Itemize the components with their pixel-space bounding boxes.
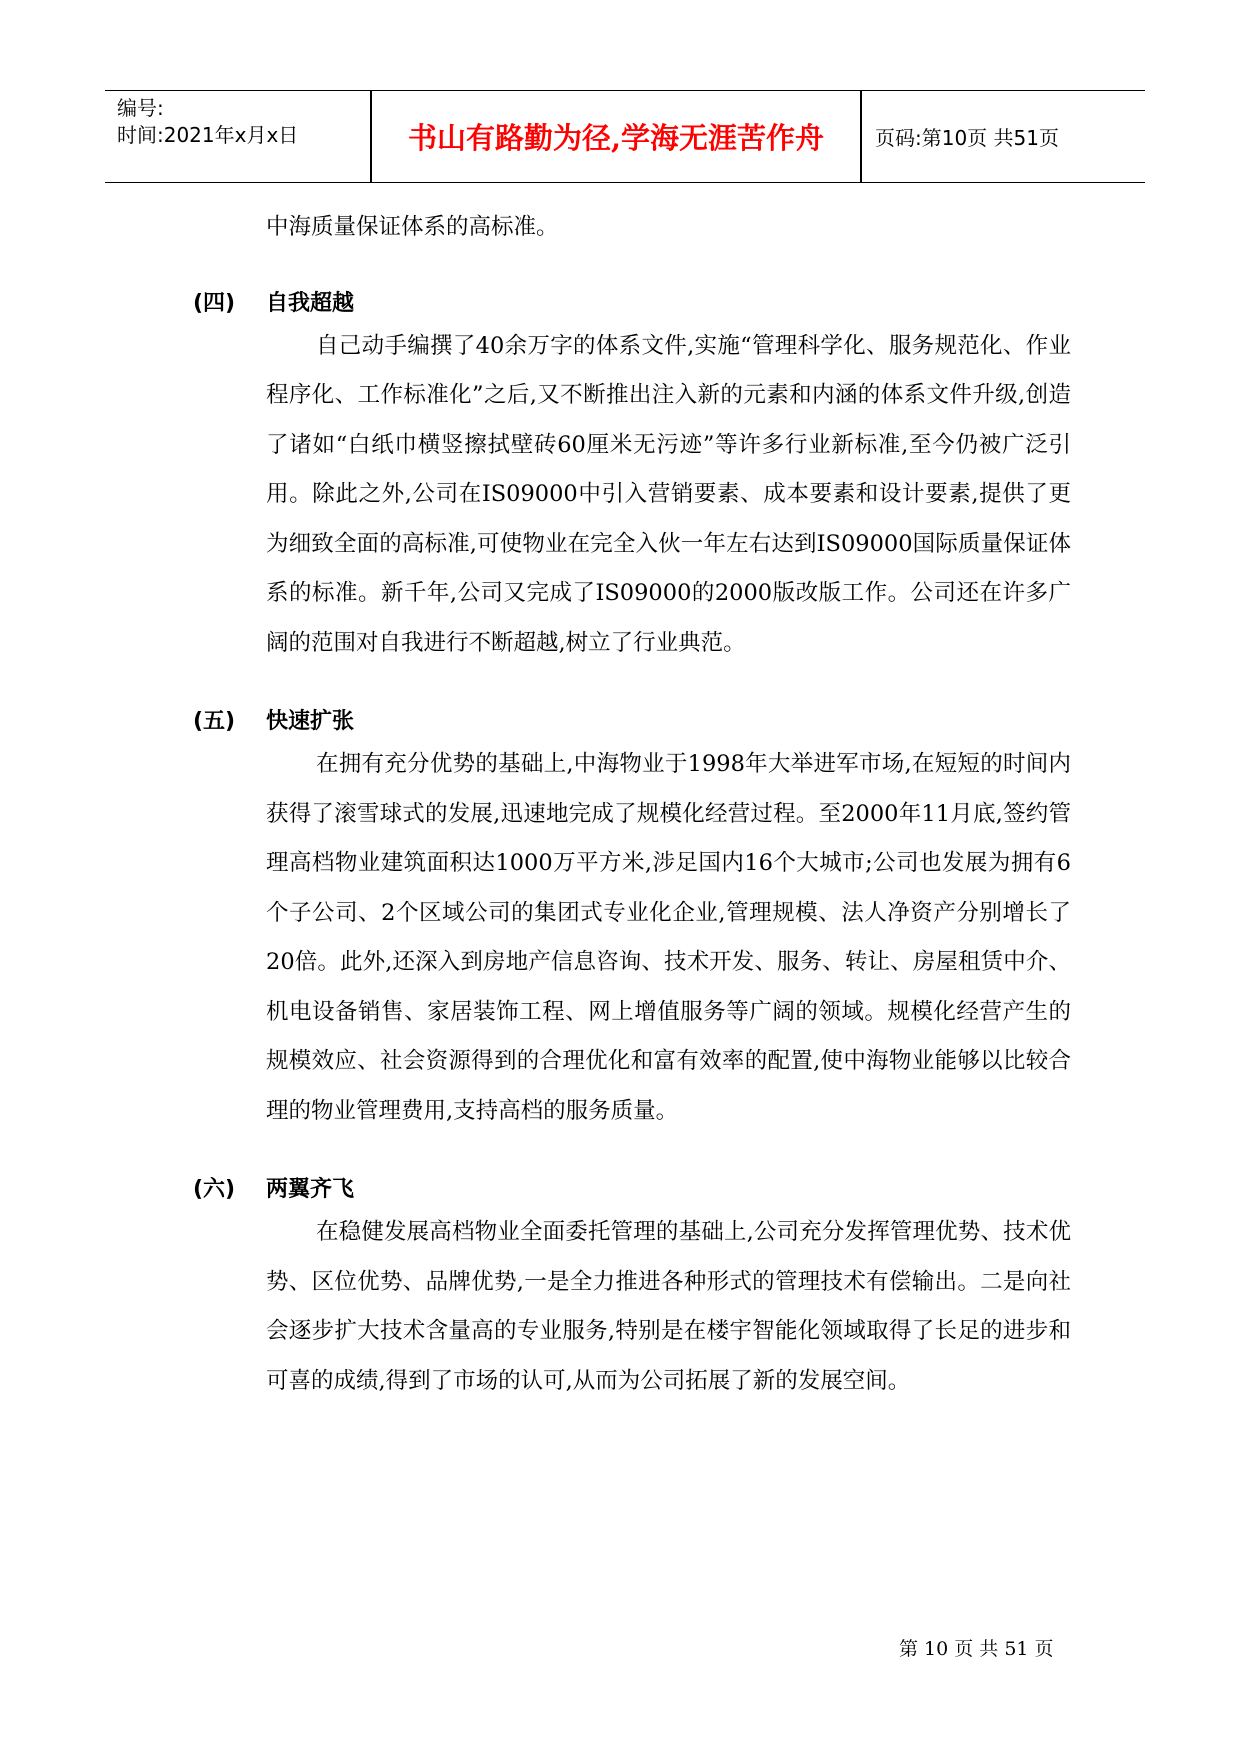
document-number-label: 编号:	[117, 96, 164, 120]
section-number: (五)	[193, 709, 236, 734]
section-heading-5	[193, 704, 1071, 740]
section-paragraph: 在拥有充分优势的基础上,中海物业于1998年大举进军市场,在短短的时间内获得了滚雪球式的发展,迅速地完成了规模化经营过程。至2000年11月底,签约管理高档物业建筑面积达1000万平方米,涉足国内16个大城市;公司也发展为拥有6个子公司、2个区域公司的集团式专业化企业,管理规模、法人净资产分别增长了20倍。此外,还深入到房地产信息咨询、技术开发、服务、转让、房屋租赁中介、机电设备销售、家居装饰工程、网上增值服务等广阔的领域。规模化经营产生的规模效应、社会资源得到的合理优化和富有效率的配置,使中海物业能够以比较合理的物业管理费用,支持高档的服务质量。	[266, 751, 1071, 1124]
header-meta	[117, 95, 298, 149]
section-paragraph: 自己动手编撰了40余万字的体系文件,实施“管理科学化、服务规范化、作业程序化、工作标准化”之后,又不断推出注入新的元素和内涵的体系文件升级,创造了诸如“白纸巾横竖擦拭壁砖60厘米无污迹”等许多行业新标准,至今仍被广泛引用。除此之外,公司在IS09000中引入营销要素、成本要素和设计要素,提供了更为细致全面的高标准,可使物业在完全入伙一年左右达到IS09000国际质量保证体系的标准。新千年,公司又完成了IS09000的2000版改版工作。公司还在许多广阔的范围对自我进行不断超越,树立了行业典范。	[266, 332, 1071, 656]
section-paragraph: 在稳健发展高档物业全面委托管理的基础上,公司充分发挥管理优势、技术优势、区位优势、品牌优势,一是全力推进各种形式的管理技术有偿输出。二是向社会逐步扩大技术含量高的专业服务,特别是在楼宇智能化领域取得了长足的进步和可喜的成绩,得到了市场的认可,从而为公司拓展了新的发展空间。	[266, 1219, 1071, 1394]
section-heading-6	[193, 1172, 1071, 1208]
page-footer: 第 10 页 共 51 页	[899, 1638, 1054, 1660]
section-number: (四)	[193, 290, 236, 316]
document-body	[193, 203, 1071, 1406]
section-number: (六)	[193, 1177, 236, 1202]
header-page-number: 页码:第10页 共51页	[875, 126, 1059, 150]
section-title: 两翼齐飞	[266, 1177, 355, 1202]
page-header	[105, 90, 1145, 183]
section-heading-4	[193, 286, 1071, 322]
section-title: 自我超越	[266, 290, 355, 316]
document-time-label: 时间:2021年x月x日	[117, 123, 299, 147]
intro-paragraph-tail: 中海质量保证体系的高标准。	[266, 214, 559, 240]
header-divider	[860, 91, 862, 182]
section-title: 快速扩张	[266, 709, 355, 734]
header-motto: 书山有路勤为径,学海无涯苦作舟	[407, 121, 825, 155]
